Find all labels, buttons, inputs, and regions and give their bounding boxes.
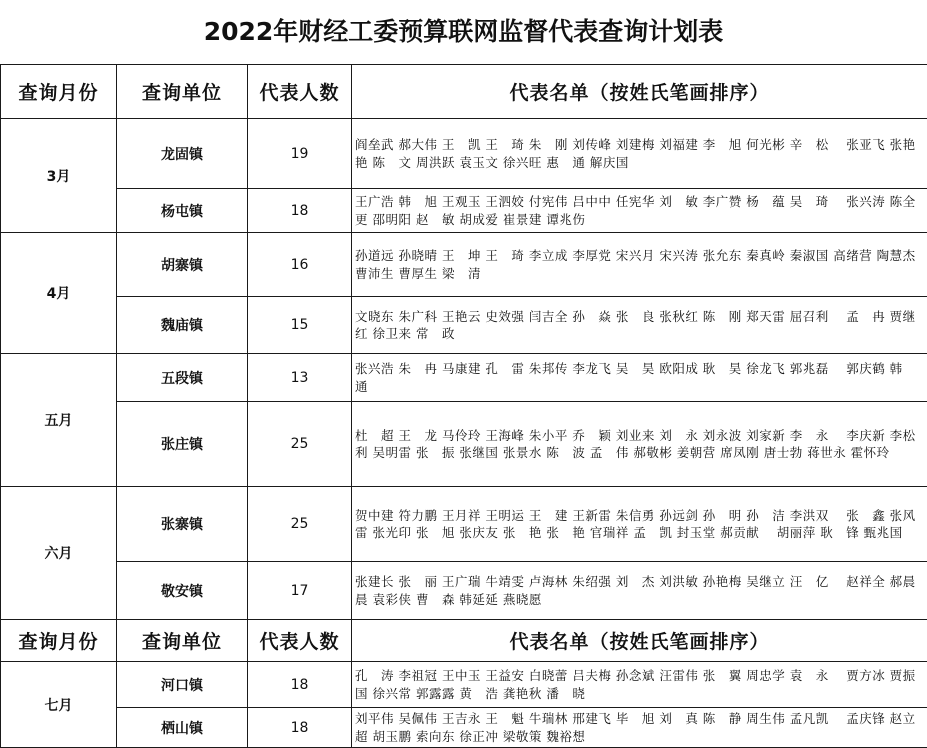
count-cell: 13 xyxy=(248,354,352,402)
table-row xyxy=(1,233,927,297)
names-cell: 文晓东 朱广科 王艳云 史效强 闫吉全 孙 焱 张 良 张秋红 陈 刚 郑天雷 屈召利 孟 冉 贾继红 徐卫来 常 政 xyxy=(352,297,927,354)
unit-cell: 敬安镇 xyxy=(117,562,248,620)
names-cell: 杜 超 王 龙 马伶玲 王海峰 朱小平 乔 颖 刘业来 刘 永 刘永波 刘家新 李 永 李庆新 李松利 吴明雷 张 振 张继国 张景水 陈 波 孟 伟 郝敬彬 姜朝营 席凤刚 唐士勃 蒋世永 霍怀玲 xyxy=(352,402,927,487)
month-cell: 3月 xyxy=(1,119,117,233)
table-row xyxy=(1,119,927,189)
count-cell: 19 xyxy=(248,119,352,189)
header-row-repeat xyxy=(1,620,927,662)
names-cell: 张建长 张 丽 王广瑞 牛靖雯 卢海林 朱绍强 刘 杰 刘洪敏 孙艳梅 吴继立 汪 亿 赵祥全 郝晨晨 袁彩侠 曹 森 韩延延 燕晓愿 xyxy=(352,562,927,620)
month-cell: 五月 xyxy=(1,354,117,487)
count-cell: 18 xyxy=(248,708,352,748)
table-row xyxy=(1,662,927,708)
count-cell: 18 xyxy=(248,189,352,233)
header-month: 查询月份 xyxy=(1,620,117,662)
unit-cell: 张庄镇 xyxy=(117,402,248,487)
unit-cell: 栖山镇 xyxy=(117,708,248,748)
count-cell: 18 xyxy=(248,662,352,708)
header-unit: 查询单位 xyxy=(117,65,248,119)
unit-cell: 河口镇 xyxy=(117,662,248,708)
count-cell: 25 xyxy=(248,487,352,562)
month-cell: 4月 xyxy=(1,233,117,354)
unit-cell: 杨屯镇 xyxy=(117,189,248,233)
names-cell: 张兴浩 朱 冉 马康建 孔 雷 朱邦传 李龙飞 吴 昊 欧阳成 耿 昊 徐龙飞 郭兆磊 郭庆鹤 韩 通 xyxy=(352,354,927,402)
table-row xyxy=(1,189,927,233)
header-names: 代表名单（按姓氏笔画排序） xyxy=(352,620,927,662)
count-cell: 25 xyxy=(248,402,352,487)
unit-cell: 龙固镇 xyxy=(117,119,248,189)
count-cell: 17 xyxy=(248,562,352,620)
count-cell: 16 xyxy=(248,233,352,297)
header-unit: 查询单位 xyxy=(117,620,248,662)
page-title: 2022年财经工委预算联网监督代表查询计划表 xyxy=(0,0,927,64)
header-count: 代表人数 xyxy=(248,620,352,662)
table-row xyxy=(1,402,927,487)
header-names: 代表名单（按姓氏笔画排序） xyxy=(352,65,927,119)
header-count: 代表人数 xyxy=(248,65,352,119)
table-row xyxy=(1,487,927,562)
unit-cell: 魏庙镇 xyxy=(117,297,248,354)
unit-cell: 张寨镇 xyxy=(117,487,248,562)
names-cell: 孔 涛 李祖冠 王中玉 王益安 白晓蕾 吕夫梅 孙念斌 汪雷伟 张 翼 周忠学 袁 永 贾方冰 贾振国 徐兴常 郭露露 黄 浩 龚艳秋 潘 晓 xyxy=(352,662,927,708)
names-cell: 贺中建 符力鹏 王月祥 王明运 王 建 王新雷 朱信勇 孙远剑 孙 明 孙 洁 李洪双 张 鑫 张风雷 张光印 张 旭 张庆友 张 艳 张 艳 官瑞祥 孟 凯 封玉堂 郝贡献 胡丽萍 耿 锋 甄兆国 xyxy=(352,487,927,562)
unit-cell: 五段镇 xyxy=(117,354,248,402)
count-cell: 15 xyxy=(248,297,352,354)
table-row xyxy=(1,297,927,354)
names-cell: 阎垒武 郝大伟 王 凯 王 琦 朱 刚 刘传峰 刘建梅 刘福建 李 旭 何光彬 辛 松 张亚飞 张艳艳 陈 文 周洪跃 袁玉文 徐兴旺 惠 通 解庆国 xyxy=(352,119,927,189)
names-cell: 孙道远 孙晓晴 王 坤 王 琦 李立成 李厚党 宋兴月 宋兴涛 张允东 秦真岭 秦淑国 高绪营 陶慧杰 曹沛生 曹厚生 梁 清 xyxy=(352,233,927,297)
header-month: 查询月份 xyxy=(1,65,117,119)
plan-table xyxy=(0,64,927,748)
table-row xyxy=(1,562,927,620)
header-row xyxy=(1,65,927,119)
month-cell: 七月 xyxy=(1,662,117,748)
names-cell: 王广浩 韩 旭 王观玉 王泗姣 付宪伟 吕中中 任宪华 刘 敏 李广赞 杨 蕴 吴 琦 张兴涛 陈全更 邵明阳 赵 敏 胡成爱 崔景建 谭兆伤 xyxy=(352,189,927,233)
table-row xyxy=(1,708,927,748)
table-row xyxy=(1,354,927,402)
names-cell: 刘平伟 吴佩伟 王吉永 王 魁 牛瑞林 邢建飞 毕 旭 刘 真 陈 静 周生伟 孟凡凯 孟庆锋 赵立超 胡玉鹏 索向东 徐正冲 梁敬策 魏裕想 xyxy=(352,708,927,748)
unit-cell: 胡寨镇 xyxy=(117,233,248,297)
month-cell: 六月 xyxy=(1,487,117,620)
